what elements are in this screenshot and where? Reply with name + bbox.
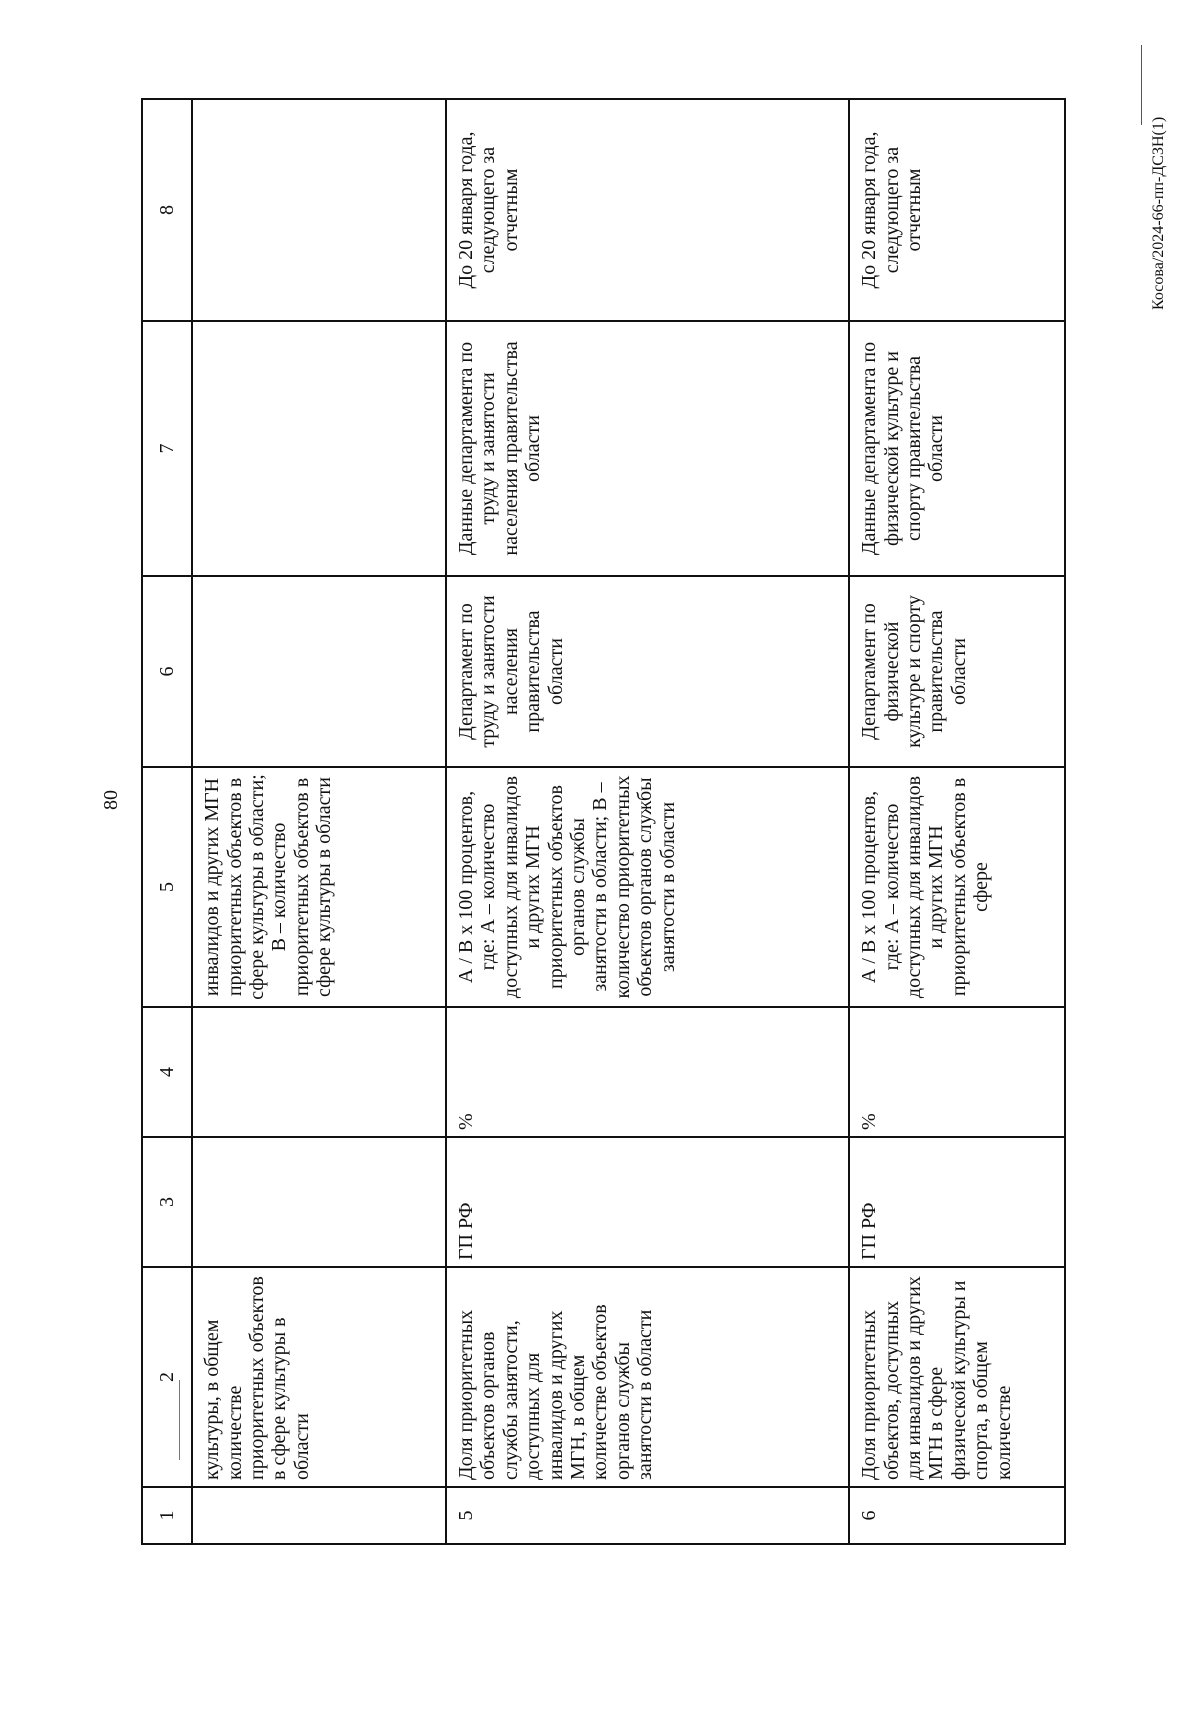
deadline: До 20 января года, следующего за отчетным <box>446 99 849 321</box>
indicator-formula: А / В х 100 процентов, где: А – количество доступных для инвалидов и других МГН приоритетных объектов органов службы занятости в области; В – количество приоритетных объектов органов службы занятости в области <box>446 767 849 1007</box>
indicator-source: ГП РФ <box>446 1137 849 1267</box>
responsible-body <box>192 576 446 767</box>
deadline <box>192 99 446 321</box>
header-cell: 3 <box>142 1137 192 1267</box>
indicator-name: Доля приоритетных объектов органов службы занятости, доступных для инвалидов и других МГН, в общем количестве объектов органов службы занятости в области <box>446 1267 849 1487</box>
indicator-source <box>192 1137 446 1267</box>
header-cell: 7 <box>142 321 192 576</box>
header-cell: 2 <box>142 1267 192 1487</box>
indicator-name: Доля приоритетных объектов, доступных для инвалидов и других МГН в сфере физической культуры и спорта, в общем количестве <box>849 1267 1065 1487</box>
row-number <box>192 1487 446 1544</box>
data-source: Данные департамента по труду и занятости населения правительства области <box>446 321 849 576</box>
data-source <box>192 321 446 576</box>
header-cell: 6 <box>142 576 192 767</box>
indicators-table-container <box>141 100 1066 1545</box>
indicator-unit <box>192 1007 446 1137</box>
indicator-name: культуры, в общем количестве приоритетных объектов в сфере культуры в области <box>192 1267 446 1487</box>
document-code: Косова/2024-66-пп-ДСЗН(1) <box>1150 116 1167 310</box>
table-row <box>849 99 1065 1544</box>
data-source: Данные департамента по физической культуре и спорту правительства области <box>849 321 1065 576</box>
header-cell: 8 <box>142 99 192 321</box>
header-cell: 1 <box>142 1487 192 1544</box>
row-number: 5 <box>446 1487 849 1544</box>
table-row <box>446 99 849 1544</box>
page-number: 80 <box>100 790 122 810</box>
header-cell: 4 <box>142 1007 192 1137</box>
indicators-table <box>141 98 1066 1545</box>
indicator-formula: А / В х 100 процентов, где: А – количество доступных для инвалидов и других МГН приоритетных объектов в сфере <box>849 767 1065 1007</box>
indicator-unit: % <box>446 1007 849 1137</box>
responsible-body: Департамент по физической культуре и спорту правительства области <box>849 576 1065 767</box>
indicator-unit: % <box>849 1007 1065 1137</box>
header-cell: 5 <box>142 767 192 1007</box>
deadline: До 20 января года, следующего за отчетным <box>849 99 1065 321</box>
table-header-row <box>142 99 192 1544</box>
table-row <box>192 99 446 1544</box>
indicator-formula: инвалидов и других МГН приоритетных объектов в сфере культуры в области; В – количество приоритетных объектов в сфере культуры в области <box>192 767 446 1007</box>
indicator-source: ГП РФ <box>849 1137 1065 1267</box>
header-rule <box>1141 45 1142 125</box>
row-number: 6 <box>849 1487 1065 1544</box>
responsible-body: Департамент по труду и занятости населения правительства области <box>446 576 849 767</box>
